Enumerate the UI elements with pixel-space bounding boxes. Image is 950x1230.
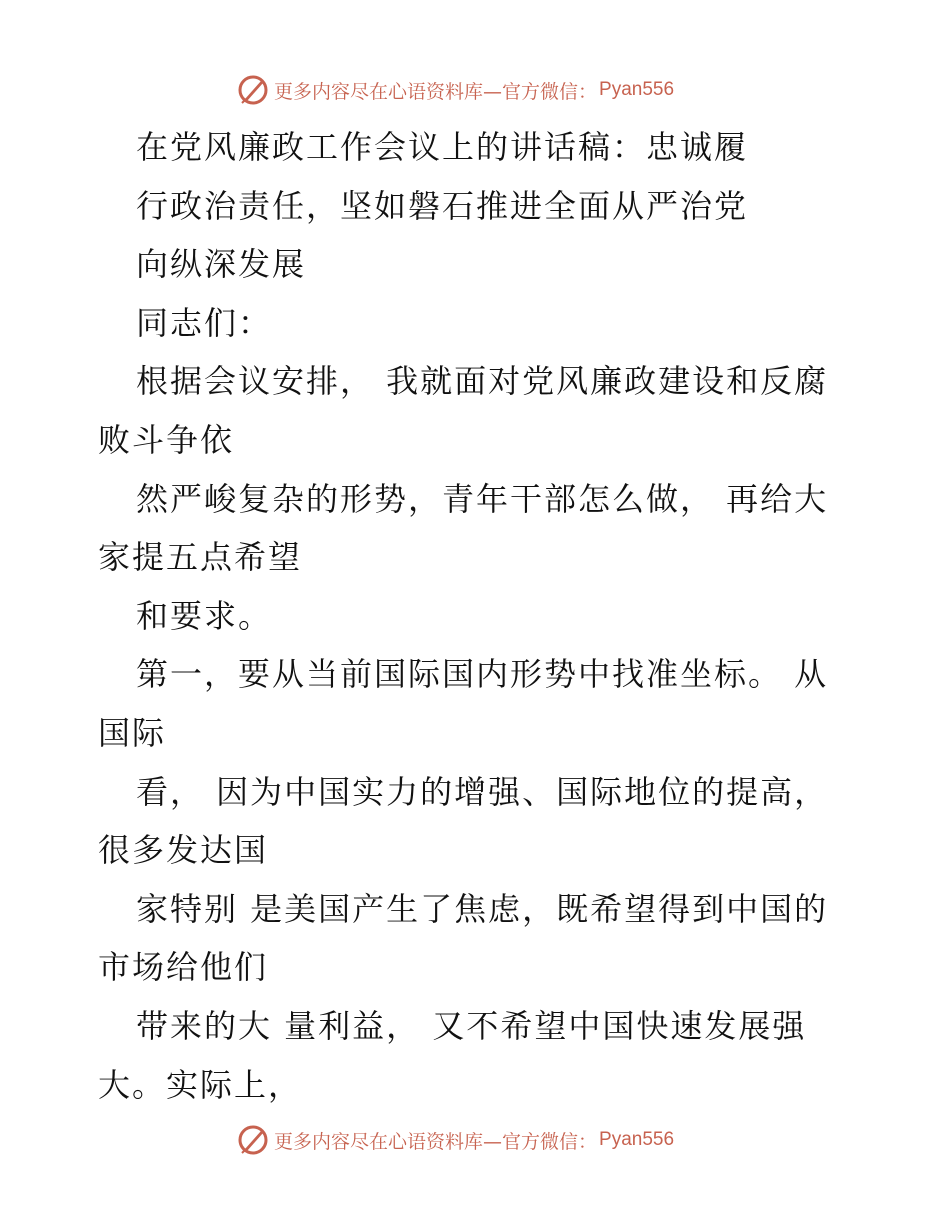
text-line: 根据会议安排， 我就面对党风廉政建设和反腐: [136, 362, 829, 401]
text-line: 很多发达国: [98, 831, 269, 870]
text-line: 同志们：: [136, 303, 273, 342]
text-line: 市场给他们: [98, 948, 269, 987]
text-line: 和要求。: [136, 596, 273, 635]
text-line: 看， 因为中国实力的增强、国际地位的提高，: [136, 772, 829, 811]
text-line: 国际: [98, 713, 167, 752]
text-line: 然严峻复杂的形势，青年干部怎么做， 再给大: [136, 479, 829, 518]
banner-wechat-handle: Pyan556: [599, 1129, 675, 1150]
footer-banner: [236, 1122, 674, 1158]
text-line: 带来的大 量利益， 又不希望中国快速发展强: [136, 1006, 807, 1045]
text-line: 第一，要从当前国际国内形势中找准坐标。 从: [136, 655, 829, 694]
text-line: 家提五点希望: [98, 538, 303, 577]
text-line: 在党风廉政工作会议上的讲话稿：忠诚履: [136, 128, 749, 166]
text-line: 大。实际上，: [98, 1065, 303, 1104]
quill-logo-icon: [236, 1123, 270, 1157]
document-body: [98, 118, 843, 1114]
quill-logo-icon: [236, 73, 270, 107]
banner-wechat-handle: Pyan556: [599, 79, 675, 100]
text-line: 向纵深发展: [136, 245, 307, 284]
banner-text: 更多内容尽在心语资料库—官方微信：: [274, 80, 598, 103]
text-line: 行政治责任，坚如磐石推进全面从严治党: [136, 186, 749, 225]
text-line: 家特别 是美国产生了焦虑，既希望得到中国的: [136, 889, 829, 928]
text-line: 败斗争依: [98, 420, 235, 459]
header-banner: [236, 72, 674, 108]
banner-text: 更多内容尽在心语资料库—官方微信：: [274, 1130, 598, 1153]
